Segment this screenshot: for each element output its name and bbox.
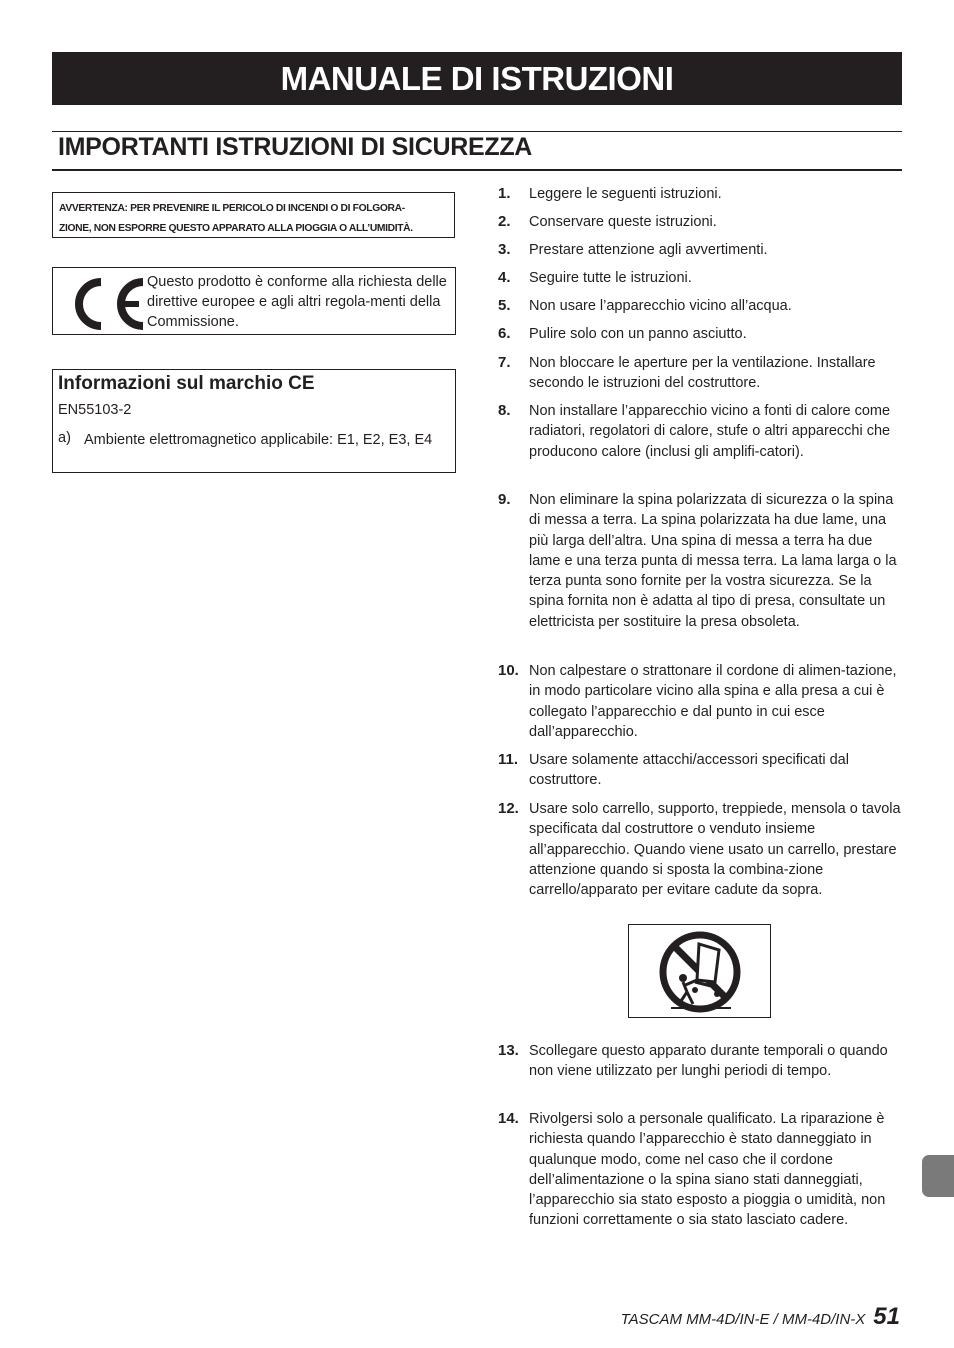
list-item-text: Prestare attenzione agli avvertimenti. <box>529 242 768 258</box>
list-item-number: 12. <box>498 800 519 817</box>
list-item-number: 2. <box>498 213 511 230</box>
list-item-number: 5. <box>498 297 511 314</box>
list-item-number: 6. <box>498 325 511 342</box>
list-item-number: 8. <box>498 402 511 419</box>
ce-info-item-text: Ambiente elettromagnetico applicabile: E1, E2, E3, E4 <box>84 432 433 448</box>
ce-info-title: Informazioni sul marchio CE <box>58 373 315 394</box>
ce-conformity-box <box>52 267 456 335</box>
list-item-text: Non calpestare o strattonare il cordone di alimen-tazione, in modo particolare vicino alla spina e alla presa a cui è collegato l’apparecchio e dal punto in cui esce dall’apparecchio. <box>529 663 897 740</box>
section-title: IMPORTANTI ISTRUZIONI DI SICUREZZA <box>58 133 533 161</box>
warning-line-1: AVVERTENZA: PER PREVENIRE IL PERICOLO DI INCENDI O DI FOLGORA- <box>59 203 405 214</box>
list-item-text: Pulire solo con un panno asciutto. <box>529 326 747 342</box>
section-rule-bottom <box>52 169 902 171</box>
list-item-number: 10. <box>498 662 519 679</box>
page-title: MANUALE DI ISTRUZIONI <box>52 52 902 105</box>
warning-line-2: ZIONE, NON ESPORRE QUESTO APPARATO ALLA PIOGGIA O ALL’UMIDITÀ. <box>59 223 413 234</box>
ce-info-standard: EN55103-2 <box>58 402 132 418</box>
list-item-text: Non eliminare la spina polarizzata di sicurezza o la spina di messa a terra. La spina polarizzata ha due lame, una più larga dell’altra. Una spina di messa a terra ha due lame e una terza punta di messa terra. La lama larga o la terza punta sono fornite per la vostra sicurezza. Se la spina fornita non è adatta al tipo di presa, consultate un elettricista per sostituire la presa obsoleta. <box>529 492 897 630</box>
list-item-text: Usare solo carrello, supporto, treppiede, mensola o tavola specificata dal costruttore o venduto insieme all’apparecchio. Quando viene usato un carrello, prestare attenzione quando si sposta la combina-zione carrello/apparato per evitare cadute da sopra. <box>529 801 901 899</box>
list-item-text: Scollegare questo apparato durante temporali o quando non viene utilizzato per lunghi periodi di tempo. <box>529 1043 888 1080</box>
list-item-number: 3. <box>498 241 511 258</box>
list-item-text: Non bloccare le aperture per la ventilazione. Installare secondo le istruzioni del costruttore. <box>529 355 876 392</box>
ce-info-box <box>52 369 456 473</box>
ce-conformity-text: Questo prodotto è conforme alla richiesta delle direttive europee e agli altri regola-menti della Commissione. <box>147 274 447 330</box>
footer-model-text: TASCAM MM-4D/IN-E / MM-4D/IN-X <box>620 1311 866 1328</box>
list-item-text: Usare solamente attacchi/accessori specificati dal costruttore. <box>529 752 849 789</box>
list-item-text: Leggere le seguenti istruzioni. <box>529 186 722 202</box>
list-item-text: Non usare l’apparecchio vicino all’acqua. <box>529 298 792 314</box>
ce-info-item-label: a) <box>58 430 71 446</box>
page-number: 51 <box>873 1303 900 1330</box>
list-item-number: 14. <box>498 1110 519 1127</box>
footer <box>621 1303 900 1331</box>
list-item-number: 9. <box>498 491 511 508</box>
section-rule-top <box>52 131 902 132</box>
list-item-text: Non installare l’apparecchio vicino a fonti di calore come radiatori, regolatori di calore, stufe o altri apparecchi che producono calore (inclusi gli amplifi-catori). <box>529 403 891 460</box>
cart-warning-box <box>628 924 771 1018</box>
list-item-number: 1. <box>498 185 511 202</box>
list-item-number: 4. <box>498 269 511 286</box>
list-item-text: Seguire tutte le istruzioni. <box>529 270 692 286</box>
list-item-number: 13. <box>498 1042 519 1059</box>
cart-tipover-warning-icon <box>657 930 743 1014</box>
list-item-text: Conservare queste istruzioni. <box>529 214 717 230</box>
list-item-text: Rivolgersi solo a personale qualificato. La riparazione è richiesta quando l’apparecchio è stato danneggiato in qualunque modo, come nel caso che il cordone dell’alimentazione o la spina siano stati danneggiati, l’apparecchio sia stato esposto a pioggia o umidità, non funzioni correttamente o sia stato lasciato cadere. <box>529 1111 886 1229</box>
list-item-number: 7. <box>498 354 511 371</box>
ce-mark-icon <box>67 276 147 332</box>
side-tab <box>922 1155 954 1197</box>
list-item-number: 11. <box>498 751 519 768</box>
warning-box <box>52 192 455 238</box>
